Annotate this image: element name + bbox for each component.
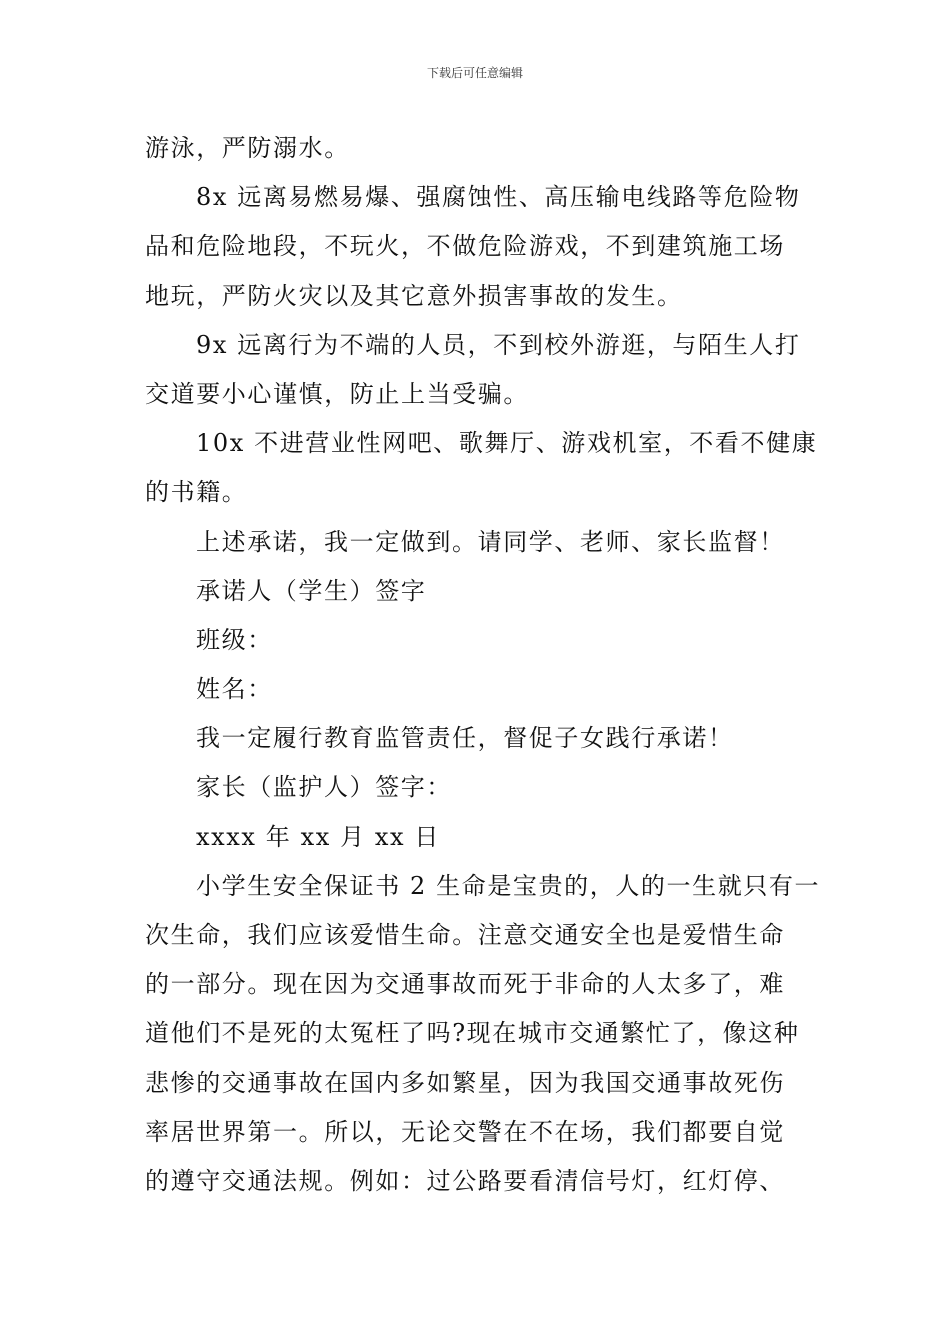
text-line-21: 率居世界第一。所以，无论交警在不在场，我们都要自觉 [145,1117,785,1146]
text-line-2: 8x 远离易燃易爆、强腐蚀性、高压输电线路等危险物 [196,183,801,212]
text-line-22: 的遵守交通法规。例如：过公路要看清信号灯，红灯停、 [145,1166,785,1195]
text-line-19: 道他们不是死的太冤枉了吗?现在城市交通繁忙了，像这种 [145,1019,800,1048]
text-line-8: 的书籍。 [145,478,248,507]
document-body [145,124,821,1206]
text-line-11: 班级： [196,625,273,654]
page-header: 下载后可任意编辑 [426,66,523,80]
text-line-12: 姓名： [196,675,273,704]
text-line-14: 家长（监护人）签字： [196,773,452,802]
text-line-20: 悲惨的交通事故在国内多如繁星，因为我国交通事故死伤 [145,1068,785,1097]
text-line-5: 9x 远离行为不端的人员，不到校外游逛，与陌生人打 [196,330,801,359]
text-line-3: 品和危险地段，不玩火，不做危险游戏，不到建筑施工场 [145,232,785,261]
text-line-17: 次生命，我们应该爱惜生命。注意交通安全也是爱惜生命 [145,921,785,949]
text-line-9: 上述承诺，我一定做到。请同学、老师、家长监督！ [196,527,785,556]
text-line-1: 游泳，严防溺水。 [145,134,350,162]
text-line-13: 我一定履行教育监管责任，督促子女践行承诺！ [196,724,734,753]
text-line-7: 10x 不进营业性网吧、歌舞厅、游戏机室，不看不健康 [196,429,818,458]
text-line-4: 地玩，严防火灾以及其它意外损害事故的发生。 [145,281,683,310]
text-line-6: 交道要小心谨慎，防止上当受骗。 [145,379,529,408]
text-line-10: 承诺人（学生）签字 [196,576,427,605]
text-line-15: xxxx 年 xx 月 xx 日 [196,822,441,851]
text-line-18: 的一部分。现在因为交通事故而死于非命的人太多了，难 [145,970,785,999]
text-line-16: 小学生安全保证书 2 生命是宝贵的，人的一生就只有一 [196,871,821,900]
